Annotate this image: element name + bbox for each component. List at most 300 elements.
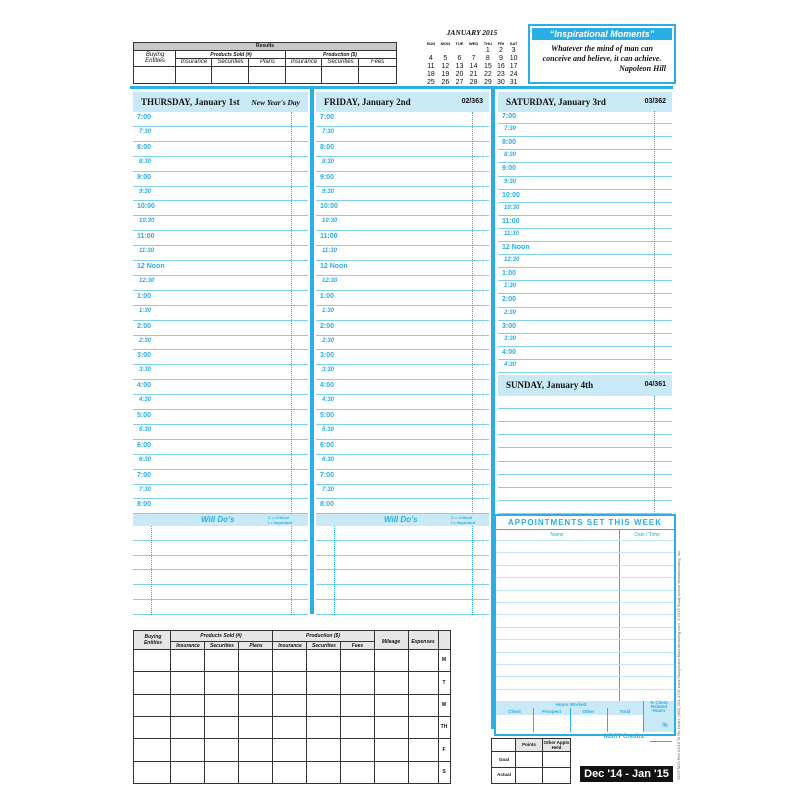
day-header-saturday <box>498 92 672 112</box>
time-slot-label: 7:30 <box>139 128 152 135</box>
divider <box>515 739 516 783</box>
appt-row-line <box>496 602 674 603</box>
cal-date: 15 <box>483 62 492 70</box>
cal-date: 30 <box>497 78 505 86</box>
results-title: Results <box>134 43 396 50</box>
cal-date: 22 <box>483 70 492 78</box>
time-slot-label: 3:30 <box>504 335 517 342</box>
buying-entities-label: Buying Entities <box>143 634 163 646</box>
entry-divider <box>472 526 473 615</box>
time-slot-line <box>133 230 308 231</box>
time-slot-line <box>133 156 308 157</box>
time-slot-label: 5:30 <box>322 426 335 433</box>
time-slot-line <box>133 424 308 425</box>
time-slot-label: 1:00 <box>320 292 335 300</box>
cal-date: 6 <box>457 54 462 62</box>
day-count: 04/361 <box>644 381 666 388</box>
time-slot-label: 10:30 <box>139 218 155 225</box>
day-count: 03/362 <box>644 98 666 105</box>
quote-title: “Inspirational Moments” <box>532 28 672 40</box>
cal-date: 1 <box>485 46 490 54</box>
time-slot-line <box>316 498 489 499</box>
time-slot-line <box>133 498 308 499</box>
divider <box>492 767 570 768</box>
cal-date: 27 <box>455 78 464 86</box>
time-slot-line <box>133 379 308 380</box>
day-count: 02/363 <box>461 98 483 105</box>
cal-date: 19 <box>441 70 450 78</box>
col-plans: Plans <box>259 59 275 65</box>
time-slot-line <box>498 346 672 347</box>
entry-line <box>133 614 308 615</box>
time-slot-label: 4:30 <box>322 397 335 404</box>
goal-label: Goal <box>498 757 509 762</box>
time-slot-label: 11:30 <box>504 230 519 237</box>
cal-day-header: SAT <box>509 40 518 46</box>
time-slot-line <box>133 290 308 291</box>
time-slot-line <box>316 230 489 231</box>
results-table-top <box>133 42 397 84</box>
legend-important: I = Important <box>451 520 476 525</box>
cal-date: 14 <box>469 62 478 70</box>
hours-worked-footer <box>496 701 674 732</box>
entry-line <box>498 461 672 462</box>
time-slot-line <box>316 439 489 440</box>
time-slot-label: 1:30 <box>504 283 517 290</box>
cal-date: 24 <box>509 70 518 78</box>
appt-col-name: Name <box>496 530 618 540</box>
col-insurance: Insurance <box>176 643 200 649</box>
divider <box>619 530 620 701</box>
time-slot-label: 3:30 <box>322 367 335 374</box>
time-slot-line <box>316 379 489 380</box>
divider <box>533 708 534 732</box>
day-letter: W <box>441 701 447 708</box>
time-slot-label: 4:30 <box>139 397 152 404</box>
cal-date: 11 <box>427 62 435 70</box>
time-slot-label: 11:00 <box>502 217 520 225</box>
cal-date: 29 <box>483 78 492 86</box>
time-slot-label: 12 Noon <box>502 244 530 251</box>
time-slot-line <box>133 260 308 261</box>
production-label: Production ($) <box>306 633 340 639</box>
time-slot-label: 12:30 <box>504 257 520 264</box>
time-slot-label: 1:30 <box>139 307 152 314</box>
time-slot-label: 2:30 <box>504 309 517 316</box>
day-name: THURSDAY, January 1st <box>141 97 240 107</box>
slot-divider <box>654 111 655 386</box>
cal-date: 7 <box>471 54 476 62</box>
time-slot-line <box>133 454 308 455</box>
col-plans: Plans <box>249 643 263 649</box>
appt-row-line <box>496 689 674 690</box>
time-slot-line <box>316 245 489 246</box>
time-slot-label: 4:00 <box>137 382 152 390</box>
entry-line <box>498 487 672 488</box>
col-fees: Fees <box>351 643 364 649</box>
appt-row-line <box>496 652 674 653</box>
divider <box>542 739 543 783</box>
cal-date: 26 <box>441 78 450 86</box>
time-slot-line <box>133 215 308 216</box>
quote-line-1: Whatever the mind of man can <box>550 44 653 53</box>
entry-line <box>498 447 672 448</box>
day-letter: F <box>442 746 446 753</box>
date-range-footer: Dec '14 - Jan '15 <box>580 766 673 782</box>
time-slot-label: 9:00 <box>320 173 335 181</box>
time-slot-label: 9:00 <box>137 173 152 181</box>
time-slot-label: 4:00 <box>502 348 517 356</box>
time-slot-line <box>498 307 672 308</box>
cal-day-header: TUE <box>455 40 464 46</box>
copyright-text: SOTPM15 Rev 01/15 To Re-Order: (800) 254-4726 www.StudyActionManufacturing.com ©2015 Study Action Manufacturing, Inc. <box>676 549 681 780</box>
day-name: FRIDAY, January 2nd <box>324 97 411 107</box>
time-slot-line <box>133 320 308 321</box>
time-slot-label: 1:00 <box>502 270 517 278</box>
time-slot-label: 9:00 <box>502 165 517 173</box>
time-slot-line <box>498 333 672 334</box>
time-slot-label: 12 Noon <box>137 263 165 270</box>
time-slot-label: 10:30 <box>322 218 338 225</box>
time-slot-label: 12:30 <box>139 277 155 284</box>
day-header-friday <box>316 92 489 112</box>
time-slot-label: 1:30 <box>322 307 335 314</box>
appt-row-line <box>496 590 674 591</box>
cal-date: 13 <box>455 62 464 70</box>
entry-divider <box>334 526 335 615</box>
divider <box>134 716 450 717</box>
time-slot-label: 3:00 <box>320 352 335 360</box>
time-slot-label: 7:00 <box>320 114 335 121</box>
day-letter: TH <box>440 724 448 731</box>
divider <box>358 58 359 83</box>
will-dos-title: Will Do's <box>384 515 418 524</box>
client-hours-label: % Client Related Hours <box>650 700 668 713</box>
slot-divider <box>472 112 473 514</box>
time-slot-line <box>316 364 489 365</box>
cal-date: 5 <box>443 54 448 62</box>
divider <box>306 642 307 783</box>
cal-date: 16 <box>497 62 505 70</box>
cal-date <box>466 46 481 54</box>
cal-date <box>453 46 466 54</box>
time-slot-line <box>316 260 489 261</box>
time-slot-line <box>316 335 489 336</box>
entry-line <box>133 569 308 570</box>
foot-col-total: Total <box>619 709 631 714</box>
cal-date: 20 <box>455 70 464 78</box>
cal-date: 23 <box>497 70 505 78</box>
quote-author: Napoleon Hill <box>619 64 666 73</box>
time-slot-line <box>316 320 489 321</box>
cal-date: 9 <box>498 54 503 62</box>
cal-date <box>424 46 438 54</box>
time-slot-label: 9:30 <box>322 188 335 195</box>
time-slot-label: 3:00 <box>137 352 152 360</box>
col-fees: Fees <box>370 59 385 65</box>
time-slot-label: 7:30 <box>504 126 517 133</box>
time-slot-line <box>133 335 308 336</box>
divider <box>175 50 176 83</box>
points-box <box>491 738 571 784</box>
time-slot-line <box>316 424 489 425</box>
foot-col-client: Client <box>508 709 521 714</box>
time-slot-label: 11:00 <box>320 233 338 241</box>
time-slot-line <box>498 267 672 268</box>
time-slot-label: 10:00 <box>320 203 338 211</box>
time-slot-line <box>316 200 489 201</box>
top-rule <box>130 86 673 89</box>
mdrt-line <box>650 741 672 742</box>
time-slot-line <box>133 186 308 187</box>
divider <box>607 708 608 732</box>
divider <box>204 642 205 783</box>
production-label: Production ($) <box>323 52 357 58</box>
divider <box>570 708 571 732</box>
time-slot-line <box>133 126 308 127</box>
expenses-label: Expenses <box>411 639 435 645</box>
divider <box>285 50 286 83</box>
time-slot-line <box>316 186 489 187</box>
time-slot-line <box>316 349 489 350</box>
time-slot-line <box>316 156 489 157</box>
divider <box>211 58 212 83</box>
time-slot-line <box>498 228 672 229</box>
time-slot-line <box>133 439 308 440</box>
cal-date: 12 <box>441 62 450 70</box>
time-slot-line <box>498 136 672 137</box>
divider <box>340 642 341 783</box>
time-slot-label: 2:00 <box>502 296 517 304</box>
col-insurance: Insurance <box>180 59 208 65</box>
entry-divider <box>654 396 655 514</box>
legend-important: I = Important <box>268 520 293 525</box>
entry-line <box>316 569 489 570</box>
time-slot-line <box>133 305 308 306</box>
time-slot-line <box>316 305 489 306</box>
will-dos-header-thursday <box>133 514 308 526</box>
entry-line <box>133 555 308 556</box>
entry-line <box>133 584 308 585</box>
time-slot-label: 7:00 <box>320 471 335 479</box>
divider <box>134 649 450 650</box>
points-col-label: Points <box>522 742 536 747</box>
time-slot-label: 10:30 <box>504 204 520 211</box>
appt-row-line <box>496 614 674 615</box>
divider <box>134 738 450 739</box>
foot-col-prospect: Prospect <box>541 709 562 714</box>
time-slot-label: 4:30 <box>504 361 517 368</box>
time-slot-line <box>498 215 672 216</box>
cal-day-header: FRI <box>497 40 505 46</box>
cal-date: 8 <box>485 54 490 62</box>
appt-row-line <box>496 639 674 640</box>
time-slot-label: 9:30 <box>504 178 517 185</box>
col-securities-prod: Securities <box>312 643 336 649</box>
entry-line <box>316 584 489 585</box>
percent-sign: % <box>662 723 668 729</box>
time-slot-line <box>498 189 672 190</box>
time-slot-line <box>316 484 489 485</box>
cal-date: 21 <box>469 70 478 78</box>
divider <box>176 58 396 59</box>
cal-day-header: THU <box>483 40 492 46</box>
time-slot-label: 7:30 <box>322 486 335 493</box>
col-insurance-prod: Insurance <box>278 643 302 649</box>
time-slot-line <box>133 394 308 395</box>
entry-divider <box>151 526 152 615</box>
entry-divider <box>291 526 292 615</box>
calendar-title: JANUARY 2015 <box>446 28 498 37</box>
col-securities: Securities <box>210 643 234 649</box>
time-slot-line <box>316 126 489 127</box>
time-slot-label: 8:30 <box>322 158 335 165</box>
entry-line <box>133 540 308 541</box>
time-slot-line <box>133 364 308 365</box>
divider <box>248 58 249 83</box>
mdrt-credits-label: MDRT Credits: <box>604 734 646 740</box>
time-slot-label: 11:30 <box>139 248 154 255</box>
appt-row-line <box>496 552 674 553</box>
time-slot-label: 12:30 <box>322 277 338 284</box>
appointments-title: APPOINTMENTS SET THIS WEEK <box>507 518 662 527</box>
time-slot-label: 5:00 <box>320 412 335 419</box>
time-slot-label: 6:00 <box>320 441 335 449</box>
appt-row-line <box>496 540 674 541</box>
slot-divider <box>291 112 292 514</box>
time-slot-label: 6:00 <box>137 441 152 449</box>
weekly-results-grid <box>133 630 451 784</box>
time-slot-line <box>133 245 308 246</box>
time-slot-label: 7:30 <box>322 128 335 135</box>
time-slot-line <box>498 202 672 203</box>
appt-row-line <box>496 664 674 665</box>
divider <box>134 50 396 51</box>
time-slot-line <box>498 123 672 124</box>
calendar-grid <box>424 40 520 86</box>
divider <box>643 701 644 732</box>
time-slot-label: 2:00 <box>320 322 335 330</box>
time-slot-label: 1:00 <box>137 292 152 300</box>
hours-worked-label: Hours Worked <box>555 702 587 707</box>
time-slot-line <box>498 359 672 360</box>
legend-critical: C = Critical <box>451 515 473 520</box>
time-slot-line <box>316 171 489 172</box>
appt-row-line <box>496 577 674 578</box>
products-sold-label: Products Sold (#) <box>210 52 252 58</box>
time-slot-label: 5:30 <box>139 426 152 433</box>
day-letter: S <box>442 768 446 775</box>
will-dos-title: Will Do's <box>201 515 235 524</box>
appointments-box <box>494 514 676 736</box>
divider <box>134 66 396 67</box>
time-slot-label: 6:30 <box>322 456 335 463</box>
entry-line <box>133 599 308 600</box>
time-slot-label: 2:00 <box>137 322 152 330</box>
time-slot-label: 8:00 <box>137 143 152 151</box>
day-letter: T <box>442 679 446 686</box>
legend-critical: C = Critical <box>268 515 290 520</box>
time-slot-label: 7:00 <box>502 113 517 120</box>
cal-date: 31 <box>509 78 518 86</box>
time-slot-line <box>498 254 672 255</box>
time-slot-label: 5:00 <box>137 412 152 419</box>
day-header-sunday <box>498 375 672 396</box>
time-slot-line <box>133 171 308 172</box>
time-slot-label: 10:00 <box>502 191 520 199</box>
will-dos-header-friday <box>316 514 489 526</box>
divider <box>134 694 450 695</box>
time-slot-line <box>316 409 489 410</box>
other-appts-label: Other Appts Held <box>543 740 570 750</box>
quote-text <box>530 44 674 64</box>
time-slot-line <box>316 394 489 395</box>
cal-date: 17 <box>509 62 518 70</box>
day-header-thursday <box>133 92 308 112</box>
divider <box>321 58 322 83</box>
time-slot-line <box>316 275 489 276</box>
time-slot-label: 11:00 <box>137 233 155 241</box>
cal-date: 3 <box>511 46 516 54</box>
time-slot-line <box>133 469 308 470</box>
entry-line <box>498 500 672 501</box>
time-slot-label: 8:00 <box>502 139 517 147</box>
cal-date: 2 <box>498 46 503 54</box>
time-slot-label: 7:00 <box>137 114 152 121</box>
appt-col-date: Date / Time <box>620 530 674 540</box>
entry-line <box>498 421 672 422</box>
col-securities-prod: Securities <box>327 59 354 65</box>
entry-line <box>498 408 672 409</box>
foot-col-other: Other <box>582 709 595 714</box>
day-name: SUNDAY, January 4th <box>506 380 594 390</box>
cal-day-header: MON <box>440 40 451 46</box>
cal-date: 4 <box>428 54 433 62</box>
time-slot-label: 4:00 <box>320 382 335 390</box>
buying-entities-label: Buying Entities <box>145 52 165 64</box>
appt-row-line <box>496 676 674 677</box>
time-slot-line <box>498 162 672 163</box>
time-slot-line <box>498 149 672 150</box>
time-slot-line <box>498 320 672 321</box>
time-slot-line <box>133 200 308 201</box>
time-slot-line <box>316 141 489 142</box>
time-slot-line <box>316 290 489 291</box>
time-slot-line <box>316 454 489 455</box>
time-slot-line <box>498 280 672 281</box>
time-slot-line <box>498 241 672 242</box>
time-slot-label: 8:00 <box>320 501 335 509</box>
cal-date <box>438 46 453 54</box>
cal-day-header: SUN <box>426 40 436 46</box>
time-slot-label: 8:30 <box>139 158 152 165</box>
time-slot-line <box>133 484 308 485</box>
divider <box>134 761 450 762</box>
time-slot-label: 9:30 <box>139 188 152 195</box>
time-slot-label: 8:00 <box>320 143 335 151</box>
time-slot-label: 2:30 <box>322 337 335 344</box>
divider <box>238 642 239 783</box>
time-slot-label: 12 Noon <box>320 263 348 270</box>
time-slot-label: 6:30 <box>139 456 152 463</box>
time-slot-label: 2:30 <box>139 337 152 344</box>
time-slot-label: 11:30 <box>322 248 337 255</box>
time-slot-label: 8:30 <box>504 152 517 159</box>
will-dos-legend <box>451 515 475 525</box>
time-slot-line <box>316 469 489 470</box>
time-slot-line <box>498 372 672 373</box>
cal-date: 28 <box>469 78 478 86</box>
